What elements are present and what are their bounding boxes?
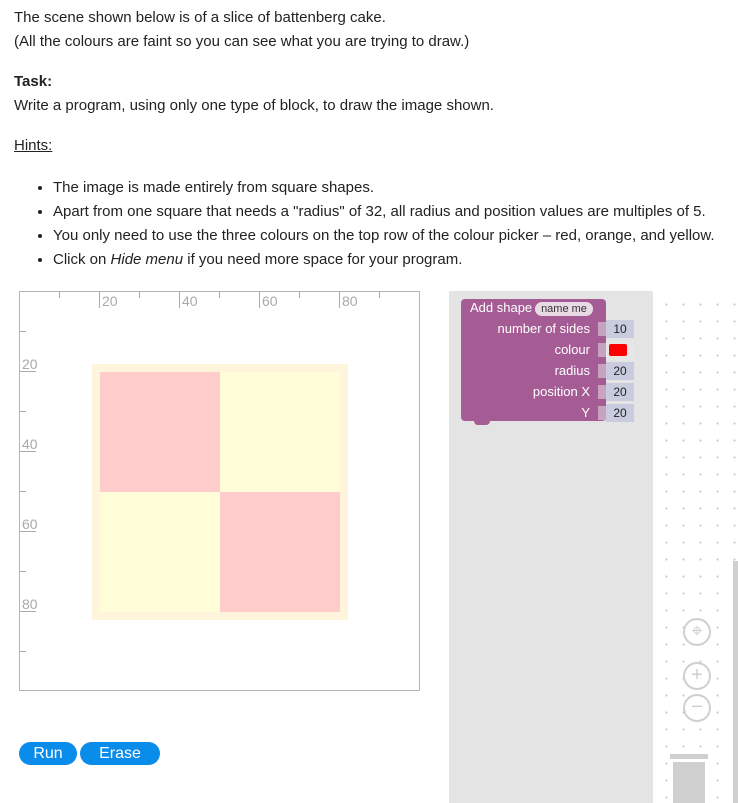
hint-item: • You only need to use the three colours on the top row of the colour picker – red, orange, and yellow. [53, 224, 715, 248]
position-x-value[interactable]: 20 [606, 383, 634, 401]
recenter-icon[interactable]: ⌖ [683, 618, 711, 646]
hint-item: • Click on Hide menu if you need more space for your program. [53, 248, 715, 272]
block-title: Add shape [470, 300, 533, 315]
intro-line-1: The scene shown below is of a slice of battenberg cake. [14, 9, 386, 26]
position-y-label: Y [581, 405, 590, 420]
radius-label: radius [554, 363, 590, 378]
pink-square-top-left [100, 372, 220, 492]
y-tick-label: 80 [22, 596, 38, 612]
shape-name-field[interactable]: name me [535, 302, 593, 316]
task-text: Write a program, using only one type of block, to draw the image shown. [14, 97, 494, 114]
colour-label: colour [554, 342, 590, 357]
trash-icon[interactable] [670, 754, 708, 759]
task-heading: Task: [14, 73, 53, 90]
x-tick-label: 40 [182, 293, 198, 309]
x-tick-label: 80 [342, 293, 358, 309]
position-y-value[interactable]: 20 [606, 404, 634, 422]
erase-button[interactable]: Erase [80, 742, 160, 765]
block-workspace[interactable] [653, 291, 738, 803]
radius-value[interactable]: 20 [606, 362, 634, 380]
yellow-square-top-right [220, 372, 340, 492]
run-button[interactable]: Run [19, 742, 77, 765]
hide-menu-ref: Hide menu [110, 251, 184, 268]
zoom-in-icon[interactable]: + [683, 662, 711, 690]
hints-heading: Hints: [14, 137, 53, 154]
pink-square-bottom-right [220, 492, 340, 612]
hint-item: • Apart from one square that needs a "radius" of 32, all radius and position values are multiples of 5. [53, 200, 715, 224]
add-shape-block[interactable] [461, 299, 606, 421]
intro-line-2: (All the colours are faint so you can see what you are trying to draw.) [14, 33, 470, 50]
colour-picker[interactable] [609, 344, 627, 356]
workspace-scrollbar[interactable] [733, 561, 738, 803]
y-tick-label: 60 [22, 516, 38, 532]
drawing-canvas[interactable] [19, 291, 420, 691]
y-tick-label: 40 [22, 436, 38, 452]
x-tick-label: 60 [262, 293, 278, 309]
y-tick-label: 20 [22, 356, 38, 372]
yellow-square-bottom-left [100, 492, 220, 612]
hint-list [14, 176, 715, 272]
zoom-out-icon[interactable]: − [683, 694, 711, 722]
sides-value[interactable]: 10 [606, 320, 634, 338]
sides-label: number of sides [497, 321, 590, 336]
hint-item: • The image is made entirely from square shapes. [53, 176, 715, 200]
position-x-label: position X [532, 384, 590, 399]
x-tick-label: 20 [102, 293, 118, 309]
